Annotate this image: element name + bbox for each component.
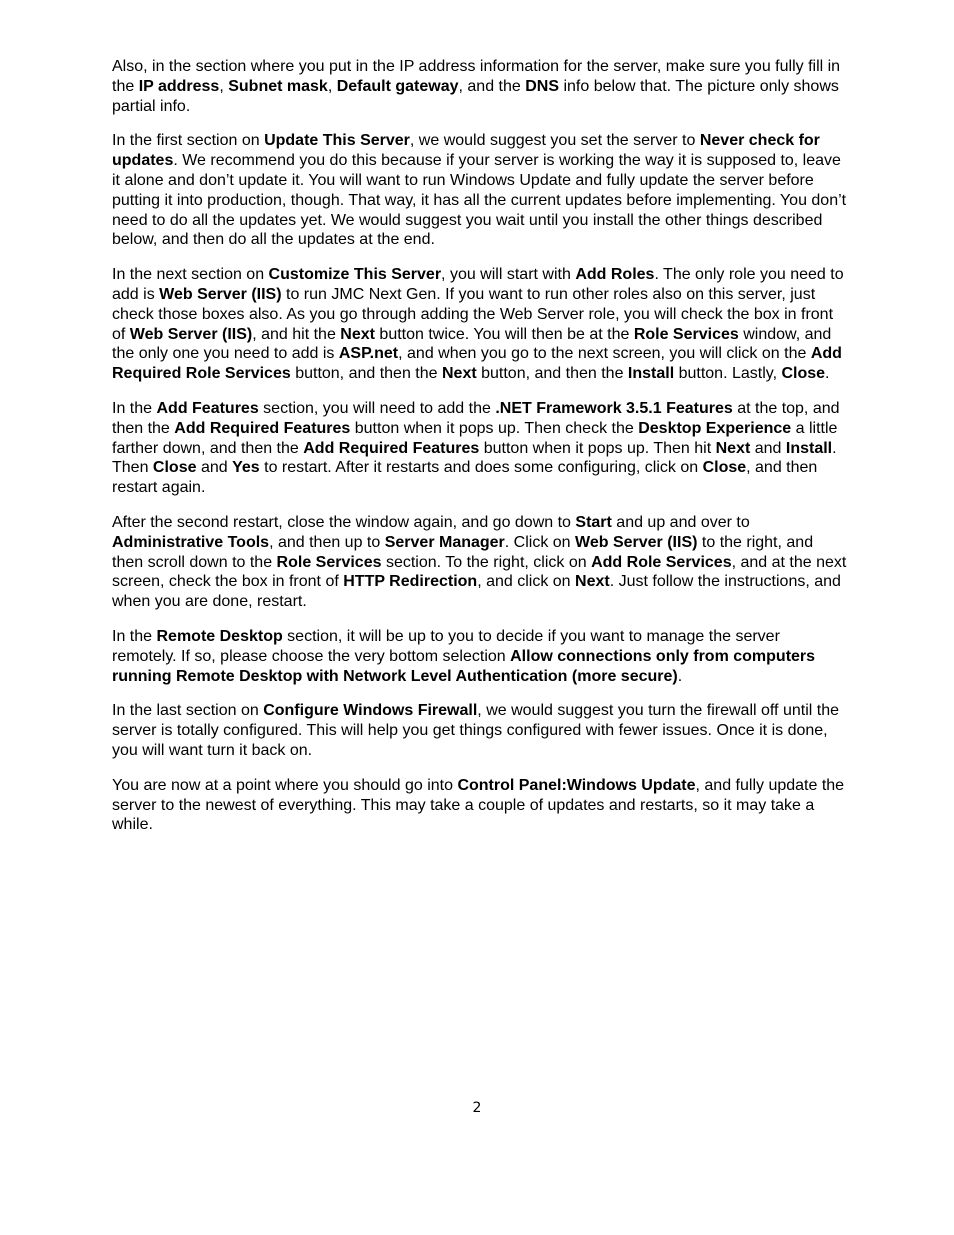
text-run: . xyxy=(677,667,683,685)
bold-text-run: Role Services xyxy=(633,325,739,343)
text-run: , and hit the xyxy=(252,325,341,343)
text-run: In the next section on xyxy=(112,266,269,284)
text-run: and xyxy=(196,459,233,477)
text-run: , and fully update the server to the newest of everything. This may take a couple of updates and restarts, so it may take a while. xyxy=(112,776,845,834)
bold-text-run: Close xyxy=(152,459,197,477)
text-run: and up and over to xyxy=(611,513,750,531)
bold-text-run: Add Features xyxy=(156,399,259,417)
bold-text-run: Configure Windows Firewall xyxy=(263,702,478,720)
bold-text-run: Role Services xyxy=(276,553,382,571)
text-run: In the xyxy=(112,627,157,645)
text-run: , you will start with xyxy=(441,266,576,284)
bold-text-run: Allow connections only from computers running Remote Desktop with Network Level Authentication (more secure) xyxy=(112,647,816,685)
text-run: . Just follow the instructions, and when you are done, restart. xyxy=(112,573,841,611)
text-run: , and when you go to the next screen, you will click on the xyxy=(398,345,811,363)
text-run: button when it pops up. Then check the xyxy=(350,419,639,437)
bold-text-run: Update This Server xyxy=(264,132,410,150)
bold-text-run: Server Manager xyxy=(384,533,505,551)
text-run: info below that. The picture only shows partial info. xyxy=(112,77,839,115)
text-run: at the top, and then the xyxy=(112,399,840,437)
bold-text-run: Add Required Features xyxy=(174,419,351,437)
bold-text-run: Install xyxy=(627,365,675,383)
text-run: You are now at a point where you should go into xyxy=(112,776,458,794)
text-run: . xyxy=(825,365,830,383)
bold-text-run: .NET Framework 3.5.1 Features xyxy=(495,399,733,417)
text-run: , we would suggest you turn the firewall off until the server is totally configured. This will help you get things configured with fewer issues. Once it is done, you will want turn it back on. xyxy=(112,702,839,759)
bold-text-run: Close xyxy=(781,365,826,383)
bold-text-run: Subnet mask xyxy=(228,77,328,95)
bold-text-run: Administrative Tools xyxy=(112,533,270,551)
text-run: to restart. After it restarts and does some configuring, click on xyxy=(259,459,703,477)
paragraph-windows-update xyxy=(112,776,847,835)
text-run: . We recommend you do this because if your server is working the way it is supposed to, leave it alone and don’t update it. You will want to run Windows Update and fully update the server before putting it into production, though. That way, it has all the current updates before implementing. You don’t need to do all the updates yet. We would suggest you wait until you install the other things described below, and then do all the updates at the end. xyxy=(112,152,847,249)
bold-text-run: Add Required Role Services xyxy=(112,345,842,383)
bold-text-run: IP address xyxy=(138,77,220,95)
bold-text-run: Next xyxy=(715,439,751,457)
text-run: window, and the only one you need to add is xyxy=(112,325,832,363)
text-run: , we would suggest you set the server to xyxy=(409,132,700,150)
paragraph-ip-address-info xyxy=(112,57,847,116)
paragraph-windows-firewall xyxy=(112,701,847,760)
paragraph-customize-this-server xyxy=(112,265,847,384)
text-run: In the first section on xyxy=(112,132,265,150)
page-number: 2 xyxy=(472,1100,482,1116)
bold-text-run: Next xyxy=(575,573,610,591)
bold-text-run: Add Roles xyxy=(575,266,655,284)
text-run: . Click on xyxy=(504,533,576,551)
text-run: , and at the next screen, check the box in front of xyxy=(112,553,847,591)
paragraph-second-restart xyxy=(112,513,847,612)
text-run: button. Lastly, xyxy=(674,365,782,383)
bold-text-run: Never check for updates xyxy=(112,132,820,170)
text-run: , and then up to xyxy=(269,533,385,551)
bold-text-run: Web Server (IIS) xyxy=(129,325,253,343)
text-run: to run JMC Next Gen. If you want to run other roles also on this server, just check those boxes also. As you go through adding the Web Server role, you will check the box in front of xyxy=(112,285,834,343)
text-run: and xyxy=(750,439,786,457)
text-run: button, and then the xyxy=(476,365,628,383)
bold-text-run: Remote Desktop xyxy=(156,627,283,645)
bold-text-run: Install xyxy=(785,439,833,457)
bold-text-run: Add Required Features xyxy=(303,439,480,457)
text-run: to the right, and then scroll down to the xyxy=(112,533,814,571)
bold-text-run: Yes xyxy=(232,459,260,477)
text-run: After the second restart, close the window again, and go down to xyxy=(112,513,576,531)
text-run: section, you will need to add the xyxy=(258,399,496,417)
bold-text-run: Customize This Server xyxy=(268,266,442,284)
text-run: , and the xyxy=(458,77,526,95)
bold-text-run: Next xyxy=(441,365,477,383)
bold-text-run: Add Role Services xyxy=(591,553,732,571)
bold-text-run: Web Server (IIS) xyxy=(159,285,282,303)
text-run: section. To the right, click on xyxy=(381,553,592,571)
bold-text-run: DNS xyxy=(525,77,560,95)
text-run: button when it pops up. Then hit xyxy=(479,439,716,457)
paragraph-add-features xyxy=(112,399,847,498)
text-run: In the xyxy=(112,399,157,417)
text-run: , xyxy=(219,77,229,95)
text-run: . The only role you need to add is xyxy=(112,266,844,303)
bold-text-run: Desktop Experience xyxy=(638,419,792,437)
bold-text-run: Close xyxy=(702,459,747,477)
text-run: . Then xyxy=(112,439,837,477)
text-run: button twice. You will then be at the xyxy=(374,325,634,343)
text-run: a little farther down, and then the xyxy=(112,419,838,457)
paragraph-update-this-server xyxy=(112,131,847,250)
bold-text-run: HTTP Redirection xyxy=(343,573,478,591)
text-run: , and click on xyxy=(477,573,576,591)
bold-text-run: Control Panel:Windows Update xyxy=(457,776,696,794)
bold-text-run: Web Server (IIS) xyxy=(575,533,698,551)
document-body xyxy=(112,57,847,850)
text-run: button, and then the xyxy=(290,365,442,383)
text-run: In the last section on xyxy=(112,702,264,720)
text-run: , xyxy=(327,77,337,95)
text-run: , and then restart again. xyxy=(112,459,818,497)
text-run: Also, in the section where you put in the IP address information for the server, make sure you fully fill in the xyxy=(112,58,841,95)
bold-text-run: Start xyxy=(575,513,612,531)
paragraph-remote-desktop xyxy=(112,627,847,686)
bold-text-run: ASP.net xyxy=(338,345,399,363)
text-run: section, it will be up to you to decide if you want to manage the server remotely. If so, please choose the very bottom selection xyxy=(112,627,780,665)
bold-text-run: Next xyxy=(340,325,375,343)
bold-text-run: Default gateway xyxy=(336,77,459,95)
